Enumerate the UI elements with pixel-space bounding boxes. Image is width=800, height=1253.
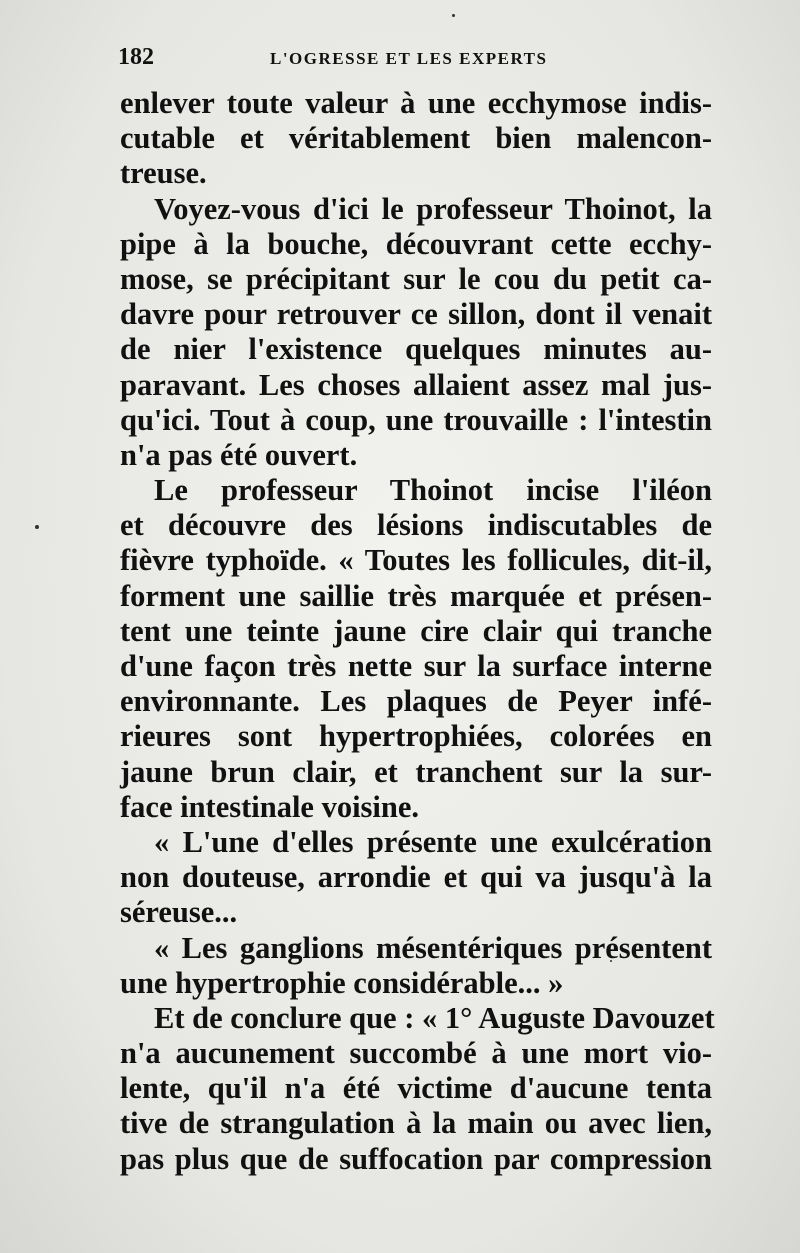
text-line: qu'ici. Tout à coup, une trouvaille : l'intestin xyxy=(120,402,712,437)
text-line: tive de strangulation à la main ou avec lien, xyxy=(120,1106,712,1141)
text-line: treuse. xyxy=(120,156,207,191)
text-line: forment une saillie très marquée et présen- xyxy=(120,578,712,613)
paper-speck xyxy=(35,525,39,529)
text-line: Le professeur Thoinot incise l'iléon xyxy=(154,473,712,508)
text-line: non douteuse, arrondie et qui va jusqu'à la xyxy=(120,860,712,895)
text-line: Et de conclure que : « 1° Auguste Davouzet xyxy=(154,1000,715,1035)
text-line: fièvre typhoïde. « Toutes les follicules, dit-il, xyxy=(120,543,712,578)
text-line: Voyez-vous d'ici le professeur Thoinot, la xyxy=(154,191,712,226)
text-line: enlever toute valeur à une ecchymose indis- xyxy=(120,86,712,120)
text-line: paravant. Les choses allaient assez mal jus- xyxy=(120,367,712,402)
text-line: cutable et véritablement bien malencon- xyxy=(120,121,712,156)
text-line: séreuse... xyxy=(120,895,238,930)
page-header xyxy=(118,44,718,74)
text-line: davre pour retrouver ce sillon, dont il venait xyxy=(120,297,712,332)
text-line: « L'une d'elles présente une exulcération xyxy=(154,824,712,859)
text-line: mose, se précipitant sur le cou du petit ca- xyxy=(120,261,712,296)
paper-speck xyxy=(452,14,455,17)
running-title: L'OGRESSE ET LES EXPERTS xyxy=(270,49,548,68)
text-line: de nier l'existence quelques minutes au- xyxy=(120,332,712,367)
text-line: lente, qu'il n'a été victime d'aucune tenta xyxy=(120,1071,712,1106)
text-line: n'a pas été ouvert. xyxy=(120,437,358,472)
text-line: une hypertrophie considérable... » xyxy=(120,965,564,1000)
text-line: jaune brun clair, et tranchent sur la sur- xyxy=(120,754,712,789)
text-line: environnante. Les plaques de Peyer infé- xyxy=(120,684,712,719)
page-body-text xyxy=(120,86,715,1177)
text-line: et découvre des lésions indiscutables de xyxy=(120,508,712,543)
text-line: face intestinale voisine. xyxy=(120,789,420,824)
text-line: n'a aucunement succombé à une mort vio- xyxy=(120,1036,712,1071)
text-line: tent une teinte jaune cire clair qui tranche xyxy=(120,613,712,648)
text-line: d'une façon très nette sur la surface interne xyxy=(120,649,712,683)
text-line: pas plus que de suffocation par compression xyxy=(120,1141,712,1176)
text-line: rieures sont hypertrophiées, colorées en xyxy=(120,719,712,754)
page-number: 182 xyxy=(118,44,154,70)
text-line: pipe à la bouche, découvrant cette ecchy- xyxy=(120,226,712,261)
text-line: « Les ganglions mésentériques présentent xyxy=(154,930,712,965)
